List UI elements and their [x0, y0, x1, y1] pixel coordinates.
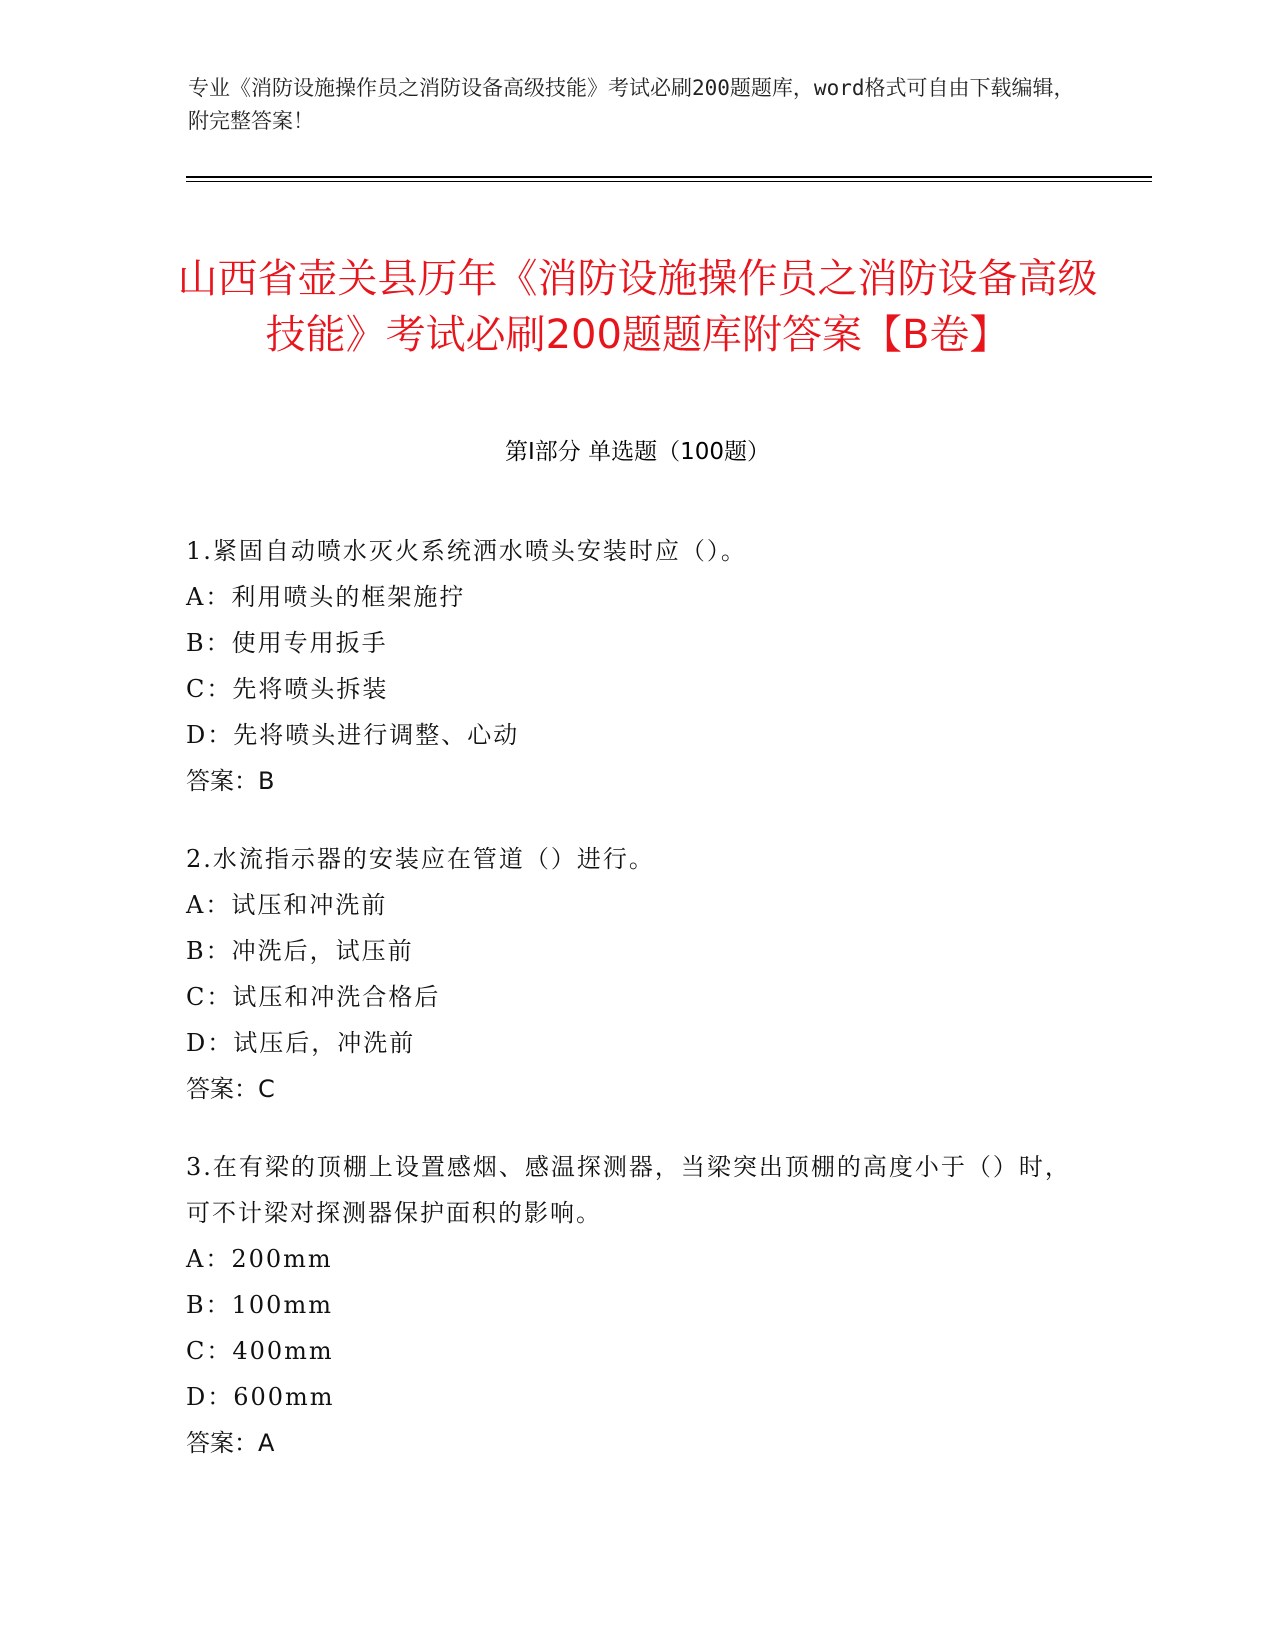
- option-a: A：利用喷头的框架施拧: [186, 583, 466, 611]
- option-b: B：冲洗后，试压前: [186, 937, 414, 965]
- option-d: D：试压后，冲洗前: [186, 1029, 416, 1057]
- question-list: [186, 528, 1086, 1498]
- option-a: A：试压和冲洗前: [186, 891, 388, 919]
- option-b: B：100mm: [186, 1291, 333, 1319]
- question-item: [186, 1144, 1086, 1466]
- option-c: C：400mm: [186, 1337, 334, 1365]
- section-heading: 第Ⅰ部分 单选题（100题）: [505, 439, 770, 465]
- answer: 答案：A: [186, 1429, 275, 1457]
- option-a: A：200mm: [186, 1245, 333, 1273]
- header-divider-thin: [186, 181, 1152, 182]
- option-c: C：先将喷头拆装: [186, 675, 389, 703]
- option-b: B：使用专用扳手: [186, 629, 388, 657]
- option-d: D：先将喷头进行调整、心动: [186, 721, 520, 749]
- document-title: 山西省壶关县历年《消防设施操作员之消防设备高级技能》考试必刷200题题库附答案【B卷】: [177, 255, 1098, 358]
- question-item: [186, 528, 1086, 804]
- answer: 答案：B: [186, 767, 275, 795]
- option-d: D：600mm: [186, 1383, 335, 1411]
- header-note: 专业《消防设施操作员之消防设备高级技能》考试必刷200题题库，word格式可自由下载编辑，附完整答案！: [188, 76, 1075, 133]
- answer: 答案：C: [186, 1075, 275, 1103]
- question-stem: 1.紧固自动喷水灭火系统洒水喷头安装时应（）。: [186, 537, 747, 565]
- question-stem: 3.在有梁的顶棚上设置感烟、感温探测器，当梁突出顶棚的高度小于（）时，可不计梁对探测器保护面积的影响。: [186, 1153, 1071, 1227]
- question-item: [186, 836, 1086, 1112]
- option-c: C：试压和冲洗合格后: [186, 983, 441, 1011]
- question-stem: 2.水流指示器的安装应在管道（）进行。: [186, 845, 655, 873]
- header-divider-thick: [186, 176, 1152, 178]
